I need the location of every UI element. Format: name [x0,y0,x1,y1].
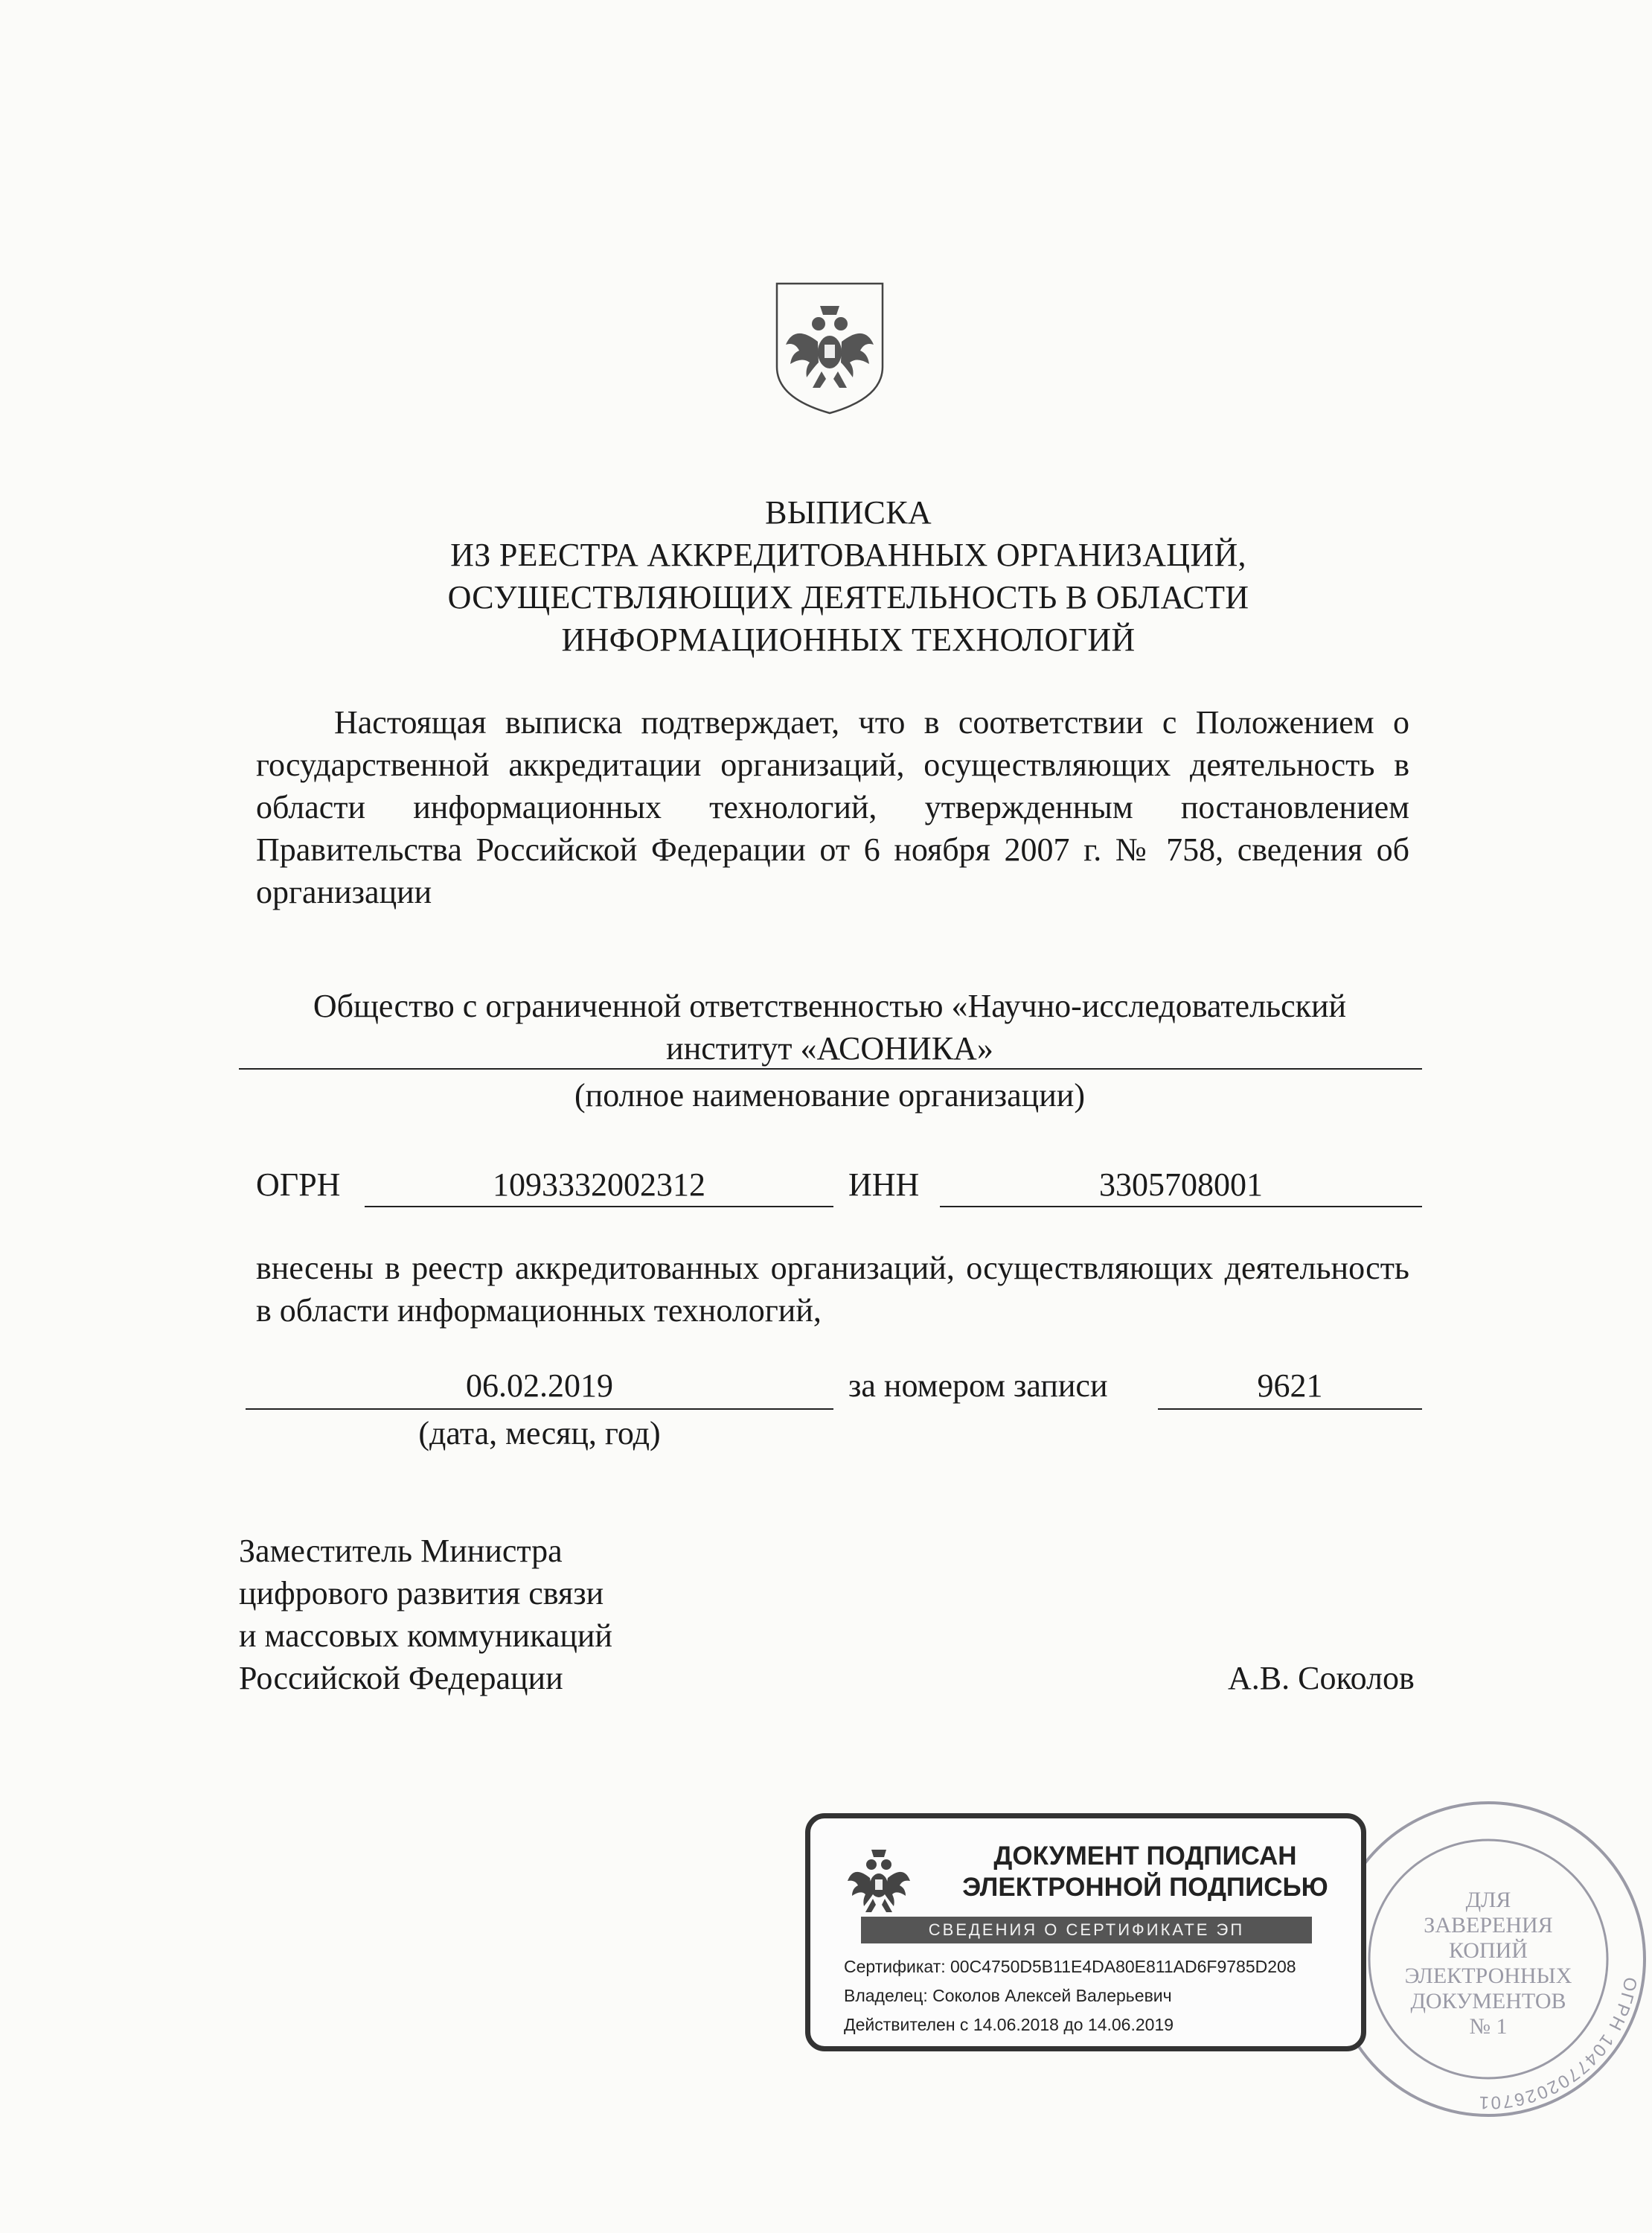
record-number-value: 9621 [1257,1367,1323,1404]
organization-name-line: институт «АСОНИКА» [666,1030,993,1067]
signatory-name: А.В. Соколов [1228,1660,1415,1696]
inn-underline [940,1206,1422,1207]
title-line: ОСУЩЕСТВЛЯЮЩИХ ДЕЯТЕЛЬНОСТЬ В ОБЛАСТИ [447,579,1249,616]
ogrn-underline [365,1206,833,1207]
seal-ogrn-text: ОГРН 1047702026701 [1477,1975,1641,2113]
entry-date-underline [246,1408,833,1410]
ogrn-value: 1093332002312 [493,1166,705,1203]
coat-of-arms-emblem [772,279,887,417]
round-seal-stamp [1325,1795,1652,2123]
record-number-label: за номером записи [848,1367,1108,1404]
stamp-emblem-icon [842,1836,916,1926]
certificate-info-bar: СВЕДЕНИЯ О СЕРТИФИКАТЕ ЭП [861,1917,1312,1943]
certificate-owner: Владелец: Соколов Алексей Валерьевич [844,1986,1172,2005]
stamp-title [937,1841,1354,1903]
seal-center-line: КОПИЙ [1449,1938,1528,1963]
certificate-validity: Действителен с 14.06.2018 до 14.06.2019 [844,2015,1174,2034]
seal-center-line: ЗАВЕРЕНИЯ [1424,1913,1553,1937]
signatory-position-line: Российской Федерации [239,1660,563,1696]
seal-center-line: ЭЛЕКТРОННЫХ [1404,1964,1572,1988]
signatory-position-line: и массовых коммуникаций [239,1617,612,1654]
inn-value: 3305708001 [1099,1166,1263,1203]
organization-name-caption: (полное наименование организации) [574,1077,1085,1114]
stamp-title-line: ДОКУМЕНТ ПОДПИСАН [993,1841,1297,1871]
entry-date-caption: (дата, месяц, год) [418,1415,661,1451]
stamp-title-line: ЭЛЕКТРОННОЙ ПОДПИСЬЮ [962,1873,1328,1902]
organization-name [238,985,1421,1070]
organization-name-underline [239,1068,1422,1070]
ogrn-label: ОГРН [256,1166,341,1203]
record-number-underline [1158,1408,1422,1410]
registry-paragraph: внесены в реестр аккредитованных организаций, осуществляющих деятельность в области информационных технологий, [256,1250,1409,1329]
title-line: ИЗ РЕЕСТРА АККРЕДИТОВАННЫХ ОРГАНИЗАЦИЙ, [450,537,1246,573]
e-signature-stamp [805,1813,1366,2051]
document-title [298,491,1399,661]
seal-center-line: ДЛЯ [1465,1888,1511,1912]
organization-name-line: Общество с ограниченной ответственностью «Научно-исследовательский [313,988,1347,1024]
certificate-details [844,1952,1350,2039]
seal-center-line: ДОКУМЕНТОВ [1410,1989,1566,2013]
signatory-position [239,1530,760,1699]
seal-center-line: № 1 [1469,2014,1508,2039]
signatory-position-line: цифрового развития связи [239,1575,604,1611]
inn-label: ИНН [848,1166,920,1203]
title-line: ВЫПИСКА [765,494,932,531]
signatory-position-line: Заместитель Министра [239,1533,563,1569]
title-line: ИНФОРМАЦИОННЫХ ТЕХНОЛОГИЙ [561,622,1136,658]
entry-date-value: 06.02.2019 [466,1367,613,1404]
certificate-number: Сертификат: 00C4750D5B11E4DA80E811AD6F9785D208 [844,1957,1296,1976]
intro-paragraph: Настоящая выписка подтверждает, что в соответствии с Положением о государственной аккредитации организаций, осуществляющих деятельность в области информационных технологий, утвержденным постановлением Правительства Российской Федерации от 6 ноября 2007 г. № 758, сведения об организации [256,704,1409,910]
